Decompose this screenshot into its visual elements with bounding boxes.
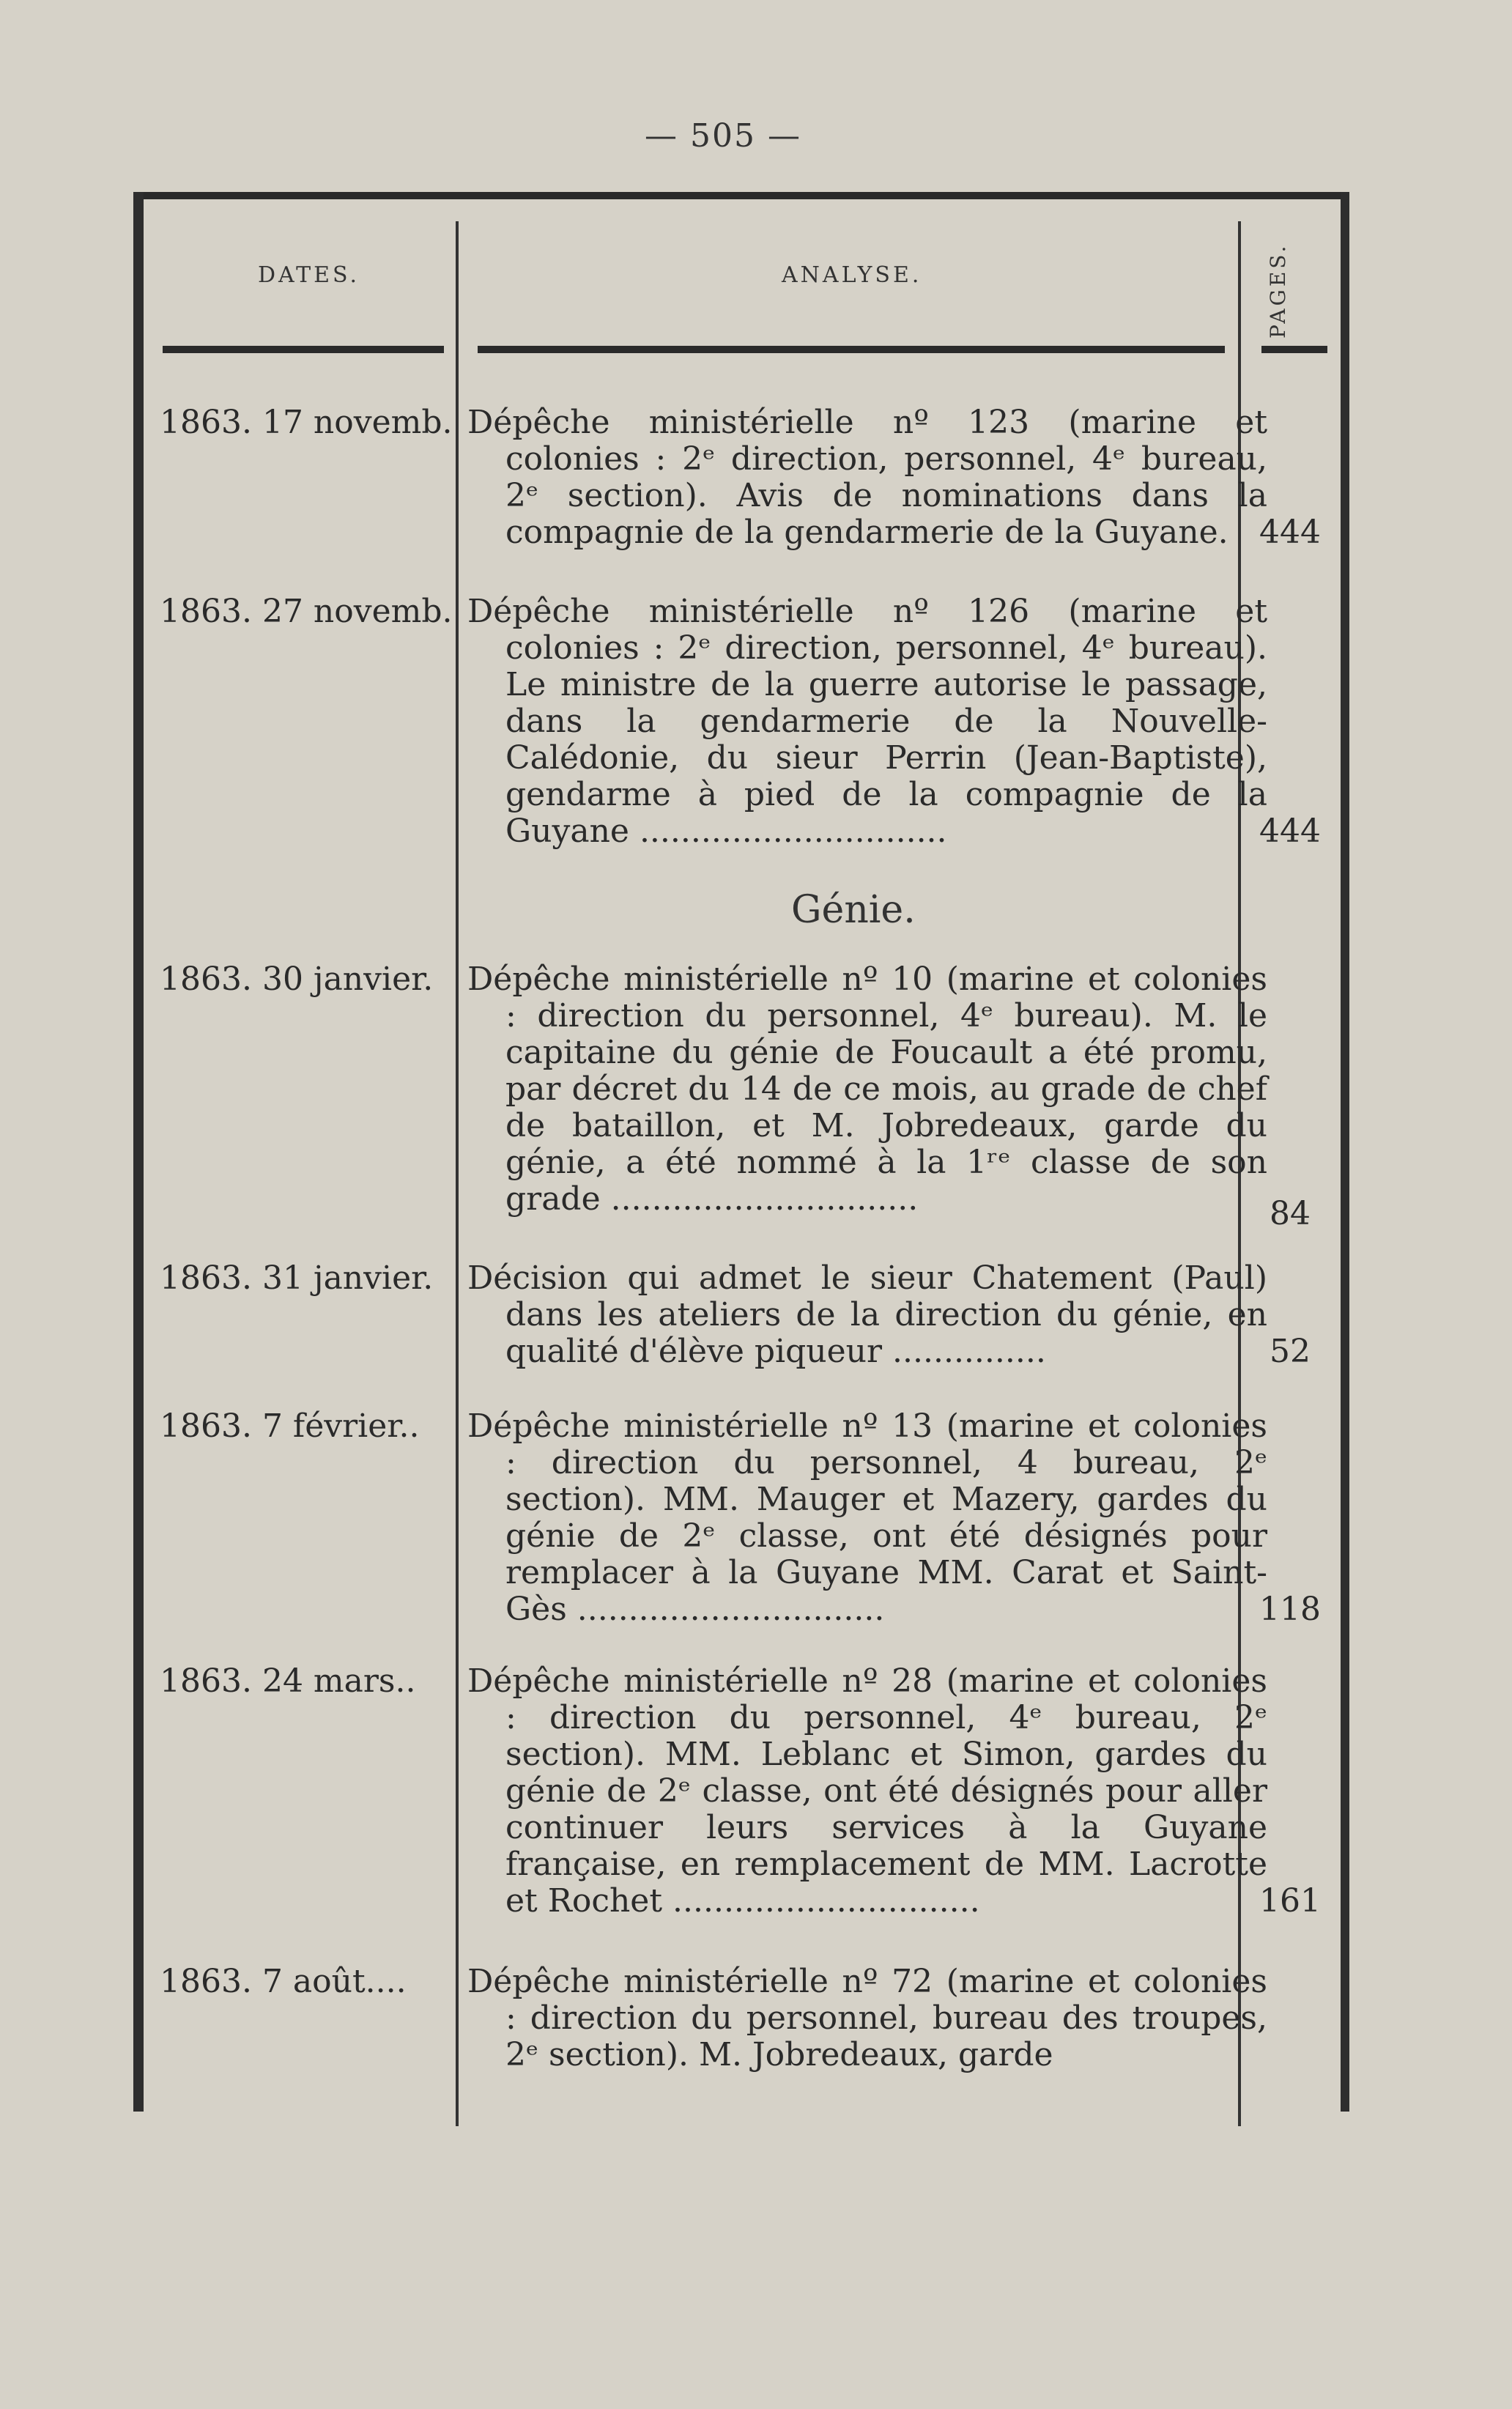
entry-date: 1863. 27 novemb. <box>160 593 453 630</box>
header-analyse: ANALYSE. <box>782 262 922 288</box>
right-rule <box>1341 192 1349 2112</box>
entry-date: 1863. 30 janvier. <box>160 961 434 998</box>
entry-page: 161 <box>1259 1882 1321 1920</box>
entry-date: 1863. 24 mars.. <box>160 1662 416 1700</box>
entry-text: Dépêche ministérielle nº 10 (marine et colonies : direction du personnel, 4ᵉ bureau). M. le capitaine du génie de Foucault a été promu, par décret du 14 de ce mois, au grade de chef de bataillon, et M. Jobredeaux, garde du génie, a été nommé à la 1ʳᵉ classe de son grade .............................. <box>467 961 1267 1218</box>
header-underline-analyse <box>478 346 1225 353</box>
entry-date: 1863. 7 février.. <box>160 1407 420 1445</box>
entry-text: Dépêche ministérielle nº 72 (marine et colonies : direction du personnel, bureau des troupes, 2ᵉ section). M. Jobredeaux, garde <box>467 1963 1267 2073</box>
entry-text: Dépêche ministérielle nº 28 (marine et colonies : direction du personnel, 4ᵉ bureau, 2ᵉ section). MM. Leblanc et Simon, gardes du génie de 2ᵉ classe, ont été désignés pour aller continuer leurs services à la Guyane française, en remplacement de MM. Lacrotte et Rochet .............................. <box>467 1662 1267 1920</box>
entry-page: 84 <box>1270 1195 1311 1232</box>
entry-text: Dépêche ministérielle nº 123 (marine et colonies : 2ᵉ direction, personnel, 4ᵉ bureau, 2ᵉ section). Avis de nominations dans la compagnie de la gendarmerie de la Guyane. <box>467 404 1267 551</box>
entry-text: Dépêche ministérielle nº 13 (marine et colonies : direction du personnel, 4 bureau, 2ᵉ section). MM. Mauger et Mazery, gardes du génie de 2ᵉ classe, ont été désignés pour remplacer à la Guyane MM. Carat et Saint-Gès .............................. <box>467 1407 1267 1628</box>
entry-page: 444 <box>1259 813 1321 850</box>
entry-date: 1863. 7 août.... <box>160 1963 407 2000</box>
entry-page: 444 <box>1259 514 1321 551</box>
entry-text: Décision qui admet le sieur Chatement (Paul) dans les ateliers de la direction du génie, en qualité d'élève piqueur ............... <box>467 1259 1267 1370</box>
section-title: Génie. <box>791 888 916 932</box>
entry-page: 52 <box>1270 1333 1311 1370</box>
header-underline-pages <box>1261 346 1327 353</box>
column-divider-dates <box>456 221 459 2126</box>
top-rule <box>133 192 1349 199</box>
entry-page: 118 <box>1259 1591 1321 1628</box>
header-dates: DATES. <box>258 262 360 288</box>
entry-date: 1863. 31 janvier. <box>160 1259 434 1297</box>
left-rule <box>133 192 144 2112</box>
page-number: — 505 — <box>645 117 801 155</box>
header-underline-dates <box>163 346 444 353</box>
entry-text: Dépêche ministérielle nº 126 (marine et colonies : 2ᵉ direction, personnel, 4ᵉ bureau). Le ministre de la guerre autorise le passage, dans la gendarmerie de la Nouvelle-Calédonie, du sieur Perrin (Jean-Baptiste), gendarme à pied de la compagnie de la Guyane .............................. <box>467 593 1267 850</box>
header-pages: PAGES. <box>1266 243 1290 338</box>
entry-date: 1863. 17 novemb. <box>160 404 453 441</box>
table-frame <box>133 192 1349 2112</box>
